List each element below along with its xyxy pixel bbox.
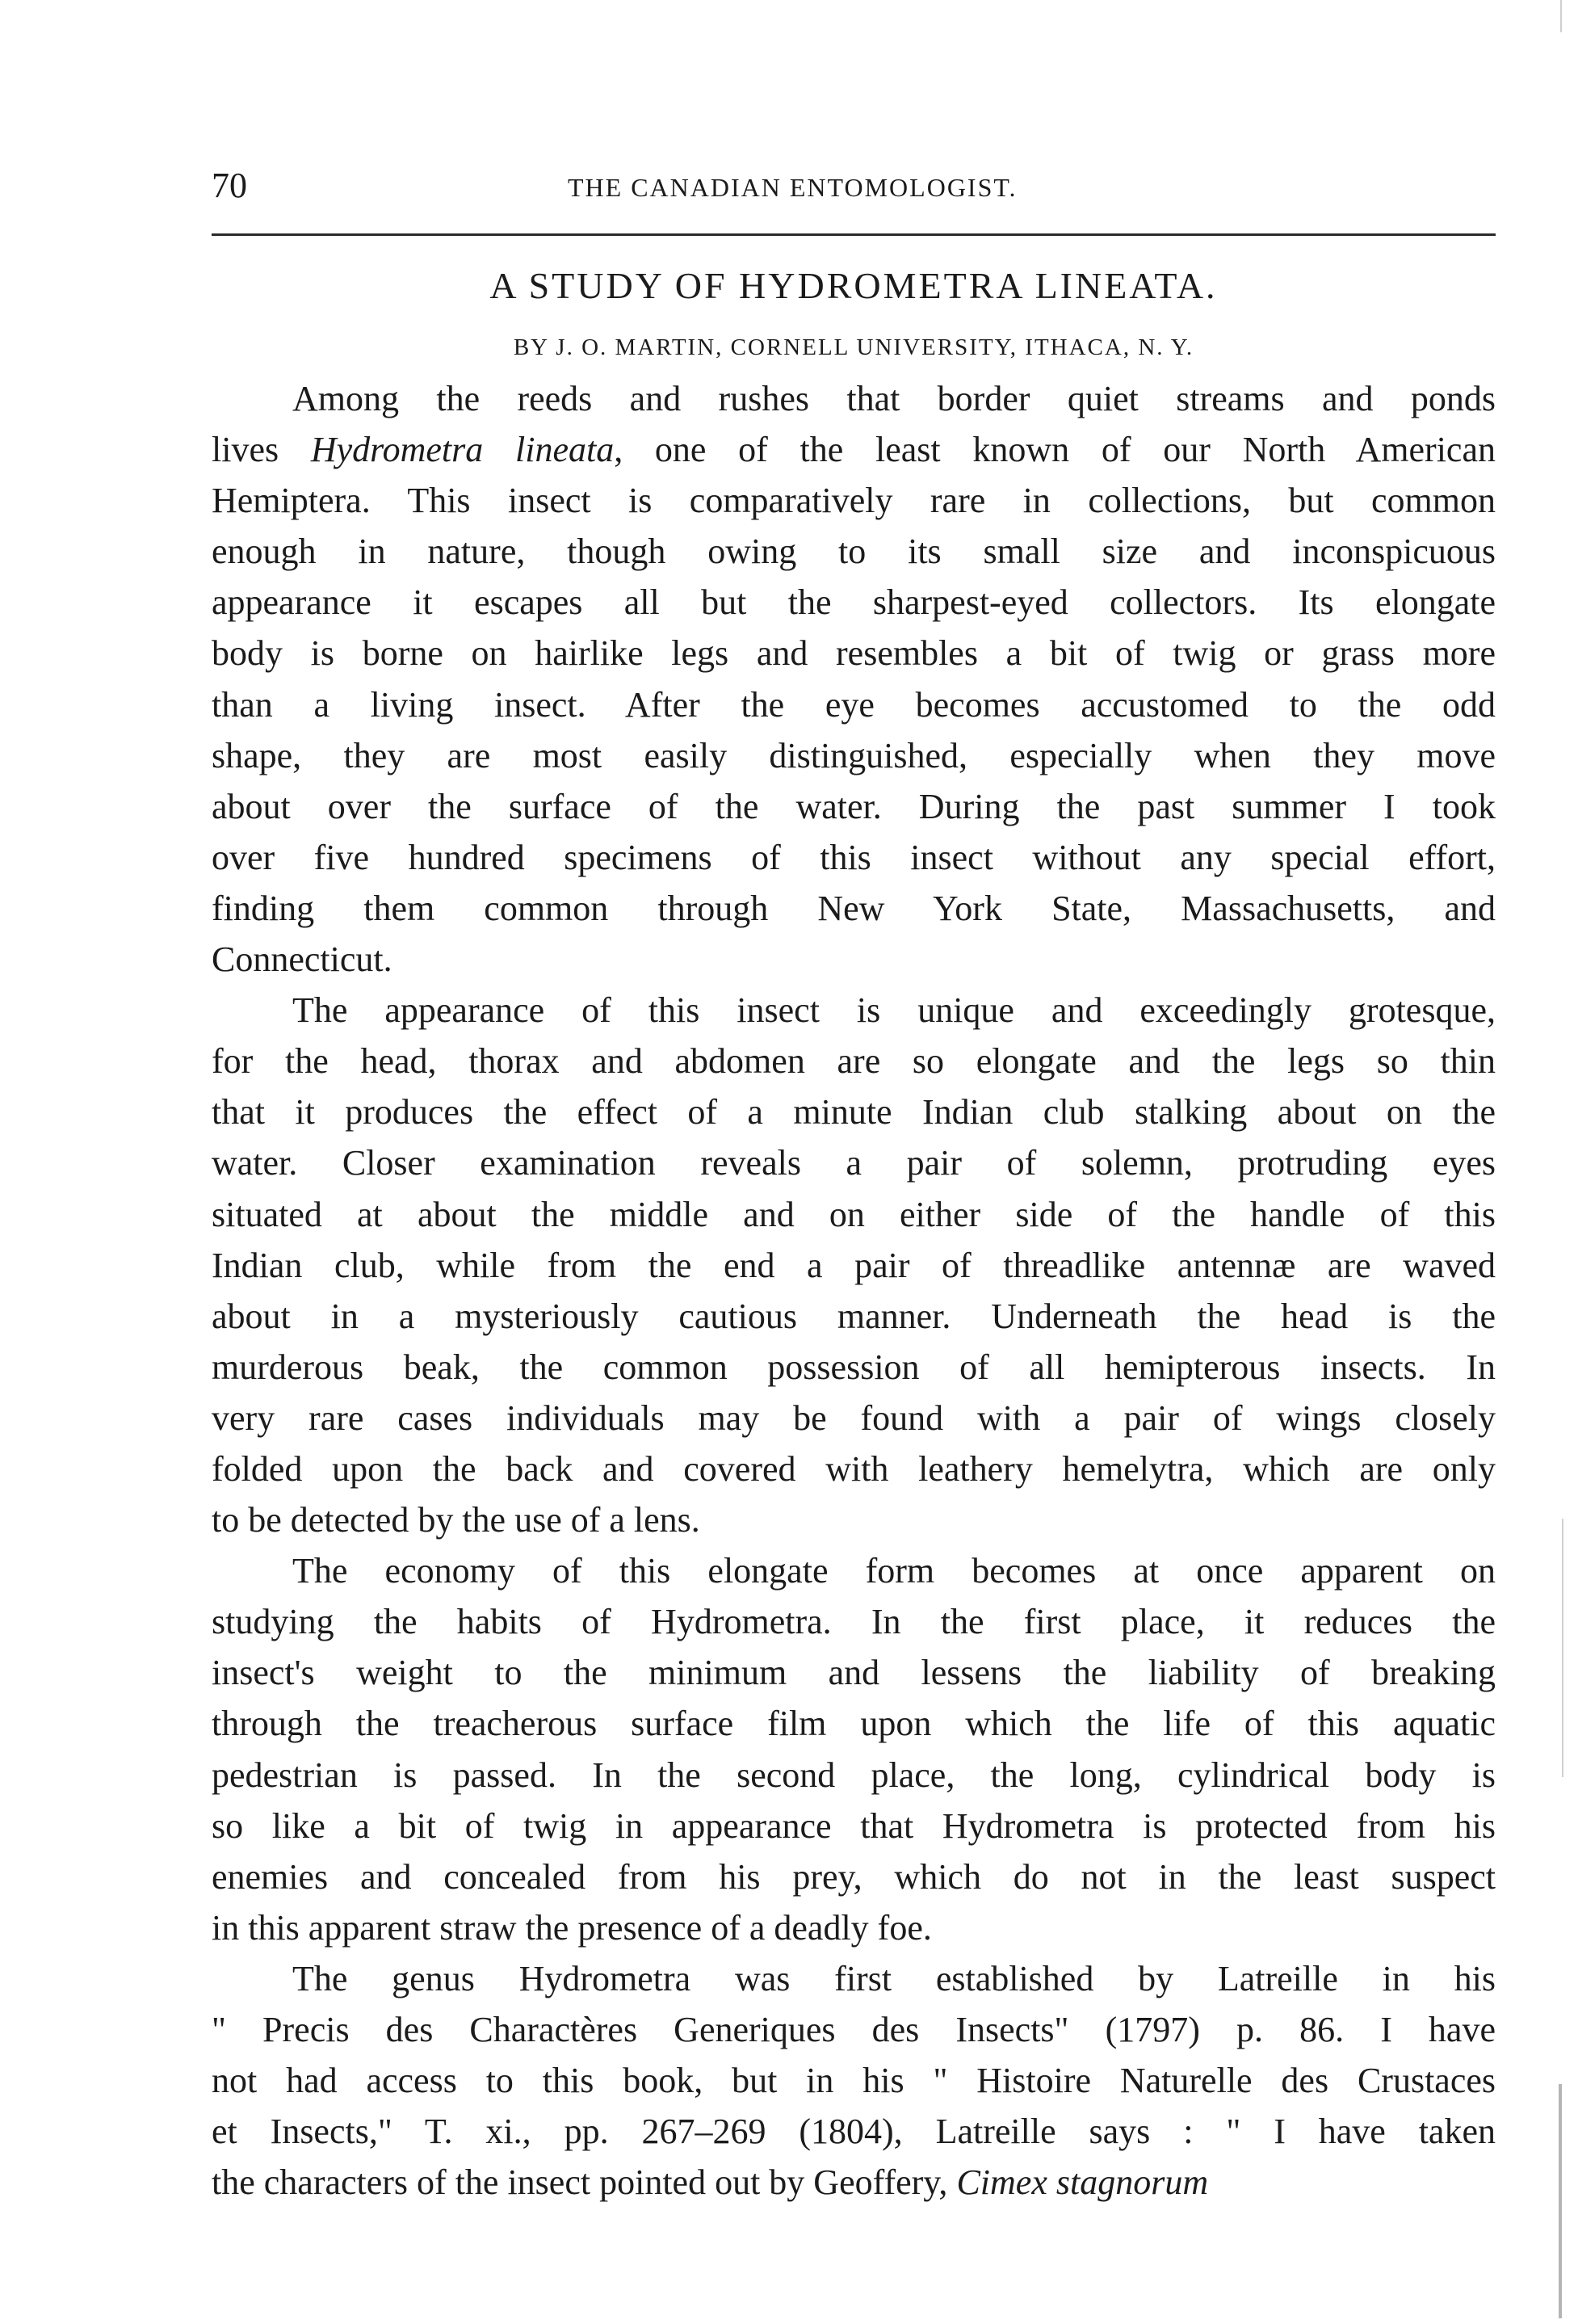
text-line: [212, 424, 1496, 475]
journal-title: THE CANADIAN ENTOMOLOGIST.: [568, 173, 1018, 202]
text-line: about over the surface of the water. During the past summer I took: [212, 786, 1496, 826]
article-title: A STUDY OF HYDROMETRA LINEATA.: [489, 265, 1218, 306]
text-line: in this apparent straw the presence of a deadly foe.: [212, 1907, 932, 1948]
text-run: , one of the least known of our North American: [614, 430, 1496, 470]
scan-margin-mark: [1560, 0, 1562, 32]
text-line: Connecticut.: [212, 939, 392, 980]
text-line: situated at about the middle and on either side of the handle of this: [212, 1194, 1496, 1234]
text-line: studying the habits of Hydrometra. In the first place, it reduces the: [212, 1602, 1496, 1642]
text-line: et Insects," T. xi., pp. 267–269 (1804), Latreille says : " I have taken: [212, 2112, 1496, 2152]
text-line: to be detected by the use of a lens.: [212, 1500, 700, 1540]
text-line: finding them common through New York State, Massachusetts, and: [212, 888, 1496, 928]
header-rule: [212, 233, 1496, 236]
text-line: over five hundred specimens of this insect without any special effort,: [212, 837, 1496, 877]
text-line: " Precis des Charactères Generiques des Insects" (1797) p. 86. I have: [212, 2010, 1496, 2049]
text-line: about in a mysteriously cautious manner. Underneath the head is the: [212, 1296, 1496, 1336]
text-line: for the head, thorax and abdomen are so elongate and the legs so thin: [212, 1041, 1496, 1082]
text-line: body is borne on hairlike legs and resembles a bit of twig or grass more: [212, 633, 1496, 674]
text-line: so like a bit of twig in appearance that Hydrometra is protected from his: [212, 1805, 1496, 1846]
text-line: water. Closer examination reveals a pair of solemn, protruding eyes: [212, 1143, 1496, 1183]
text-line: Among the reeds and rushes that border quiet streams and ponds: [292, 379, 1496, 418]
text-line: murderous beak, the common possession of all hemipterous insects. In: [212, 1347, 1496, 1387]
text-line: insect's weight to the minimum and lessens the liability of breaking: [212, 1653, 1496, 1693]
text-line: through the treacherous surface film upon which the life of this aquatic: [212, 1704, 1496, 1744]
running-head: [212, 162, 1496, 210]
text-line: folded upon the back and covered with leathery hemelytra, which are only: [212, 1448, 1496, 1489]
text-line: The genus Hydrometra was first established by Latreille in his: [292, 1958, 1496, 1998]
page-number: 70: [212, 166, 247, 205]
text-line: not had access to this book, but in his " Histoire Naturelle des Crustaces: [212, 2061, 1496, 2101]
article-body: [212, 373, 1496, 2208]
text-line: Indian club, while from the end a pair of threadlike antennæ are waved: [212, 1245, 1496, 1285]
text-line: enough in nature, though owing to its small size and inconspicuous: [212, 532, 1496, 572]
text-line: enemies and concealed from his prey, which do not in the least suspect: [212, 1856, 1496, 1897]
text-line: pedestrian is passed. In the second place, the long, cylindrical body is: [212, 1755, 1496, 1795]
text-line: [212, 2157, 1496, 2208]
text-line: Hemiptera. This insect is comparatively rare in collections, but common: [212, 481, 1496, 521]
italic-term: Cimex stagnorum: [956, 2162, 1209, 2203]
text-run: lives: [212, 430, 311, 470]
text-line: The economy of this elongate form becomes at once apparent on: [292, 1551, 1496, 1591]
text-line: appearance it escapes all but the sharpest-eyed collectors. Its elongate: [212, 582, 1496, 623]
scan-margin-mark: [1559, 2084, 1562, 2318]
text-line: The appearance of this insect is unique and exceedingly grotesque,: [292, 990, 1496, 1031]
text-line: very rare cases individuals may be found with a pair of wings closely: [212, 1397, 1496, 1438]
text-line: that it produces the effect of a minute Indian club stalking about on the: [212, 1092, 1496, 1133]
text-run: the characters of the insect pointed out by Geoffery,: [212, 2162, 957, 2203]
scan-margin-mark: [1562, 1519, 1563, 1777]
text-line: than a living insect. After the eye becomes accustomed to the odd: [212, 684, 1496, 725]
text-line: shape, they are most easily distinguished, especially when they move: [212, 735, 1496, 775]
italic-term: Hydrometra lineata: [310, 430, 615, 470]
author-byline: BY J. O. MARTIN, CORNELL UNIVERSITY, ITHACA, N. Y.: [513, 334, 1194, 360]
scan-margin-edge: [1513, 0, 1578, 2324]
